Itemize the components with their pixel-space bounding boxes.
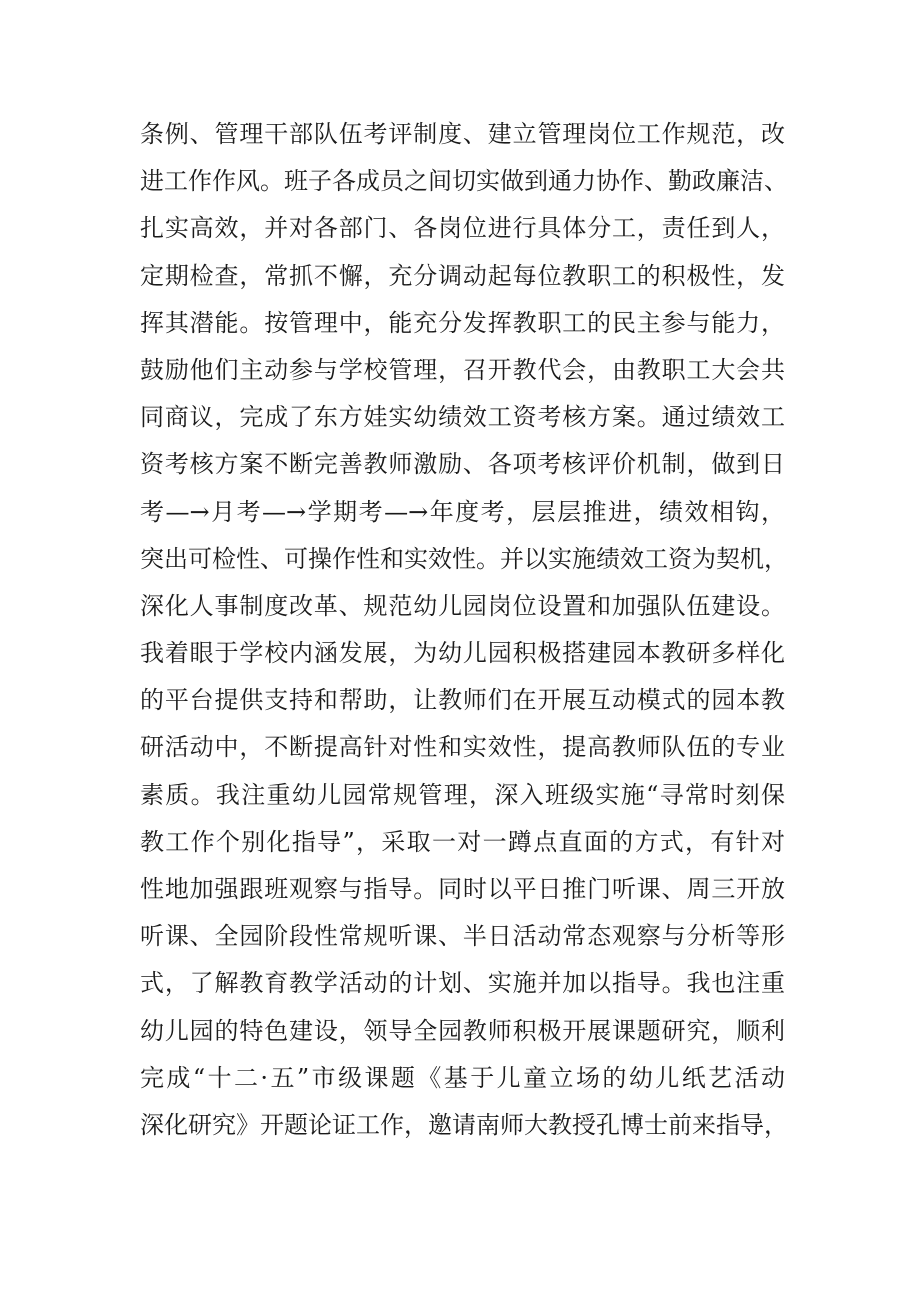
text-line: 资考核方案不断完善教师激励、各项考核评价机制，做到日	[140, 450, 785, 479]
text-line: 深化人事制度改革、规范幼儿园岗位设置和加强队伍建设。	[140, 591, 785, 620]
text-line: 同商议，完成了东方娃实幼绩效工资考核方案。通过绩效工	[140, 403, 785, 432]
text-line: 的平台提供支持和帮助，让教师们在开展互动模式的园本教	[140, 686, 785, 715]
text-line: 教工作个别化指导”，采取一对一蹲点直面的方式，有针对	[140, 827, 785, 856]
text-line: 挥其潜能。按管理中，能充分发挥教职工的民主参与能力，	[140, 308, 785, 337]
text-line: 研活动中，不断提高针对性和实效性，提高教师队伍的专业	[140, 733, 785, 762]
text-line: 进工作作风。班子各成员之间切实做到通力协作、勤政廉洁、	[140, 167, 788, 196]
text-line: 条例、管理干部队伍考评制度、建立管理岗位工作规范，改	[140, 120, 785, 148]
text-line: 扎实高效，并对各部门、各岗位进行具体分工，责任到人，	[140, 214, 785, 243]
text-line: 定期检查，常抓不懈，充分调动起每位教职工的积极性，发	[140, 261, 785, 290]
text-line: 我着眼于学校内涵发展，为幼儿园积极搭建园本教研多样化	[140, 639, 785, 668]
text-line: 性地加强跟班观察与指导。同时以平日推门听课、周三开放	[140, 875, 785, 903]
text-line: 考—→月考—→学期考—→年度考，层层推进，绩效相钩，	[140, 497, 785, 526]
body-paragraph	[140, 111, 788, 1149]
text-line: 深化研究》开题论证工作，邀请南师大教授孔博士前来指导，	[140, 1110, 788, 1139]
text-line: 鼓励他们主动参与学校管理，召开教代会，由教职工大会共	[140, 355, 785, 384]
text-line: 完成“十二·五”市级课题《基于儿童立场的幼儿纸艺活动	[140, 1063, 785, 1092]
text-line: 听课、全园阶段性常规听课、半日活动常态观察与分析等形	[140, 922, 785, 951]
text-line: 幼儿园的特色建设，领导全园教师积极开展课题研究，顺利	[140, 1016, 785, 1045]
text-line: 式，了解教育教学活动的计划、实施并加以指导。我也注重	[140, 969, 785, 998]
text-line: 素质。我注重幼儿园常规管理，深入班级实施“寻常时刻保	[140, 780, 785, 809]
text-line: 突出可检性、可操作性和实效性。并以实施绩效工资为契机，	[140, 544, 788, 573]
